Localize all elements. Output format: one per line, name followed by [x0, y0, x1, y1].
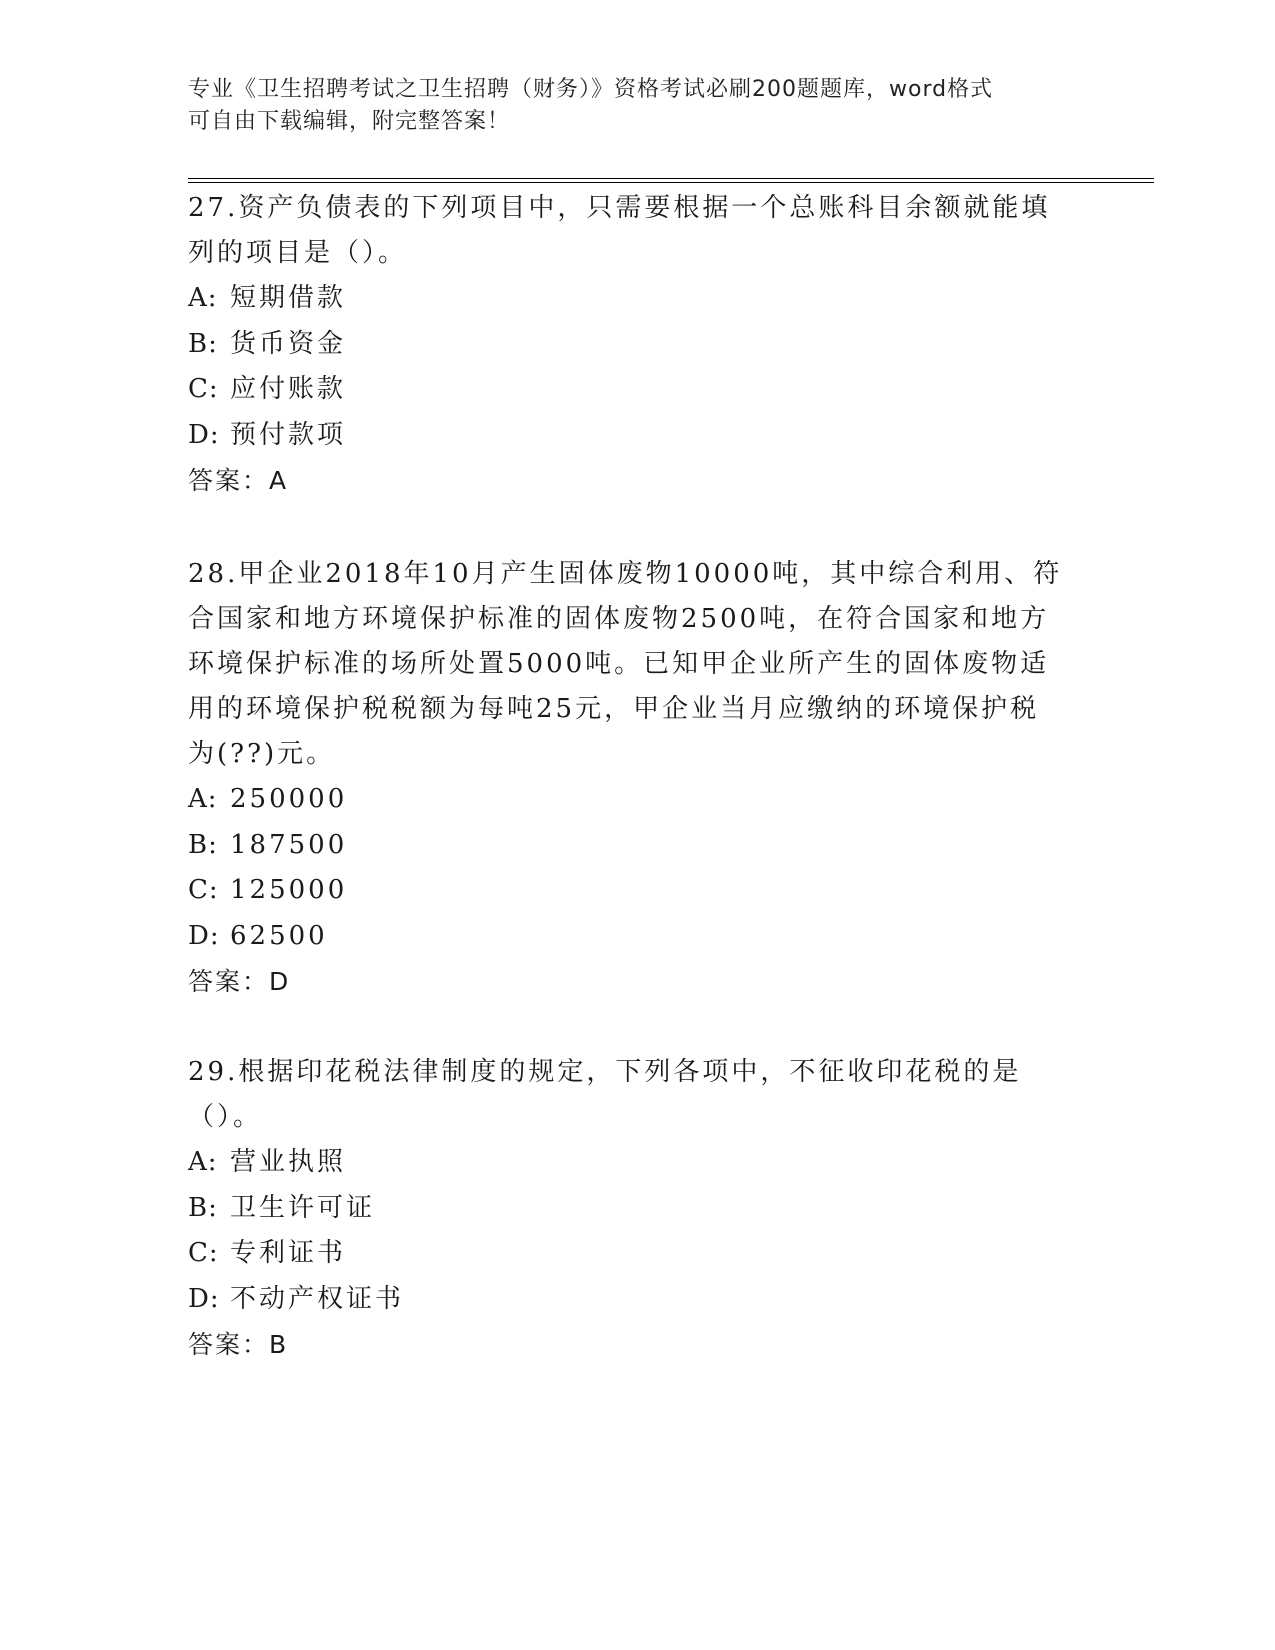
option-label: A:: [188, 1147, 218, 1177]
option-label: B:: [188, 1192, 218, 1223]
option-b: [188, 1186, 1068, 1232]
option-text: 卫生许可证: [230, 1192, 376, 1223]
question-stem: 28.甲企业2018年10月产生固体废物10000吨，其中综合利用、符合国家和地方环境保护标准的固体废物2500吨，在符合国家和地方环境保护标准的场所处置5000吨。已知甲企业所产生的固体废物适用的环境保护税税额为每吨25元，甲企业当月应缴纳的环境保护税为(??)元。: [188, 559, 1063, 769]
option-d: [188, 413, 1068, 459]
option-text: 预付款项: [230, 419, 347, 450]
option-text: 短期借款: [230, 283, 347, 313]
option-b: [188, 823, 1068, 869]
option-c: [188, 367, 1068, 413]
option-text: 250000: [230, 784, 348, 814]
option-b: [188, 322, 1068, 368]
option-label: A:: [188, 784, 218, 814]
header-divider-top: [188, 178, 1154, 179]
option-label: C:: [188, 1238, 219, 1268]
option-label: B:: [188, 829, 218, 860]
question-27: [188, 186, 1068, 503]
option-c: [188, 1231, 1068, 1277]
question-stem: 29.根据印花税法律制度的规定，下列各项中，不征收印花税的是（）。: [188, 1057, 1022, 1132]
option-label: D:: [188, 920, 220, 951]
option-text: 货币资金: [230, 328, 347, 359]
option-text: 应付账款: [230, 374, 347, 404]
option-text: 营业执照: [230, 1147, 347, 1177]
option-d: [188, 1277, 1068, 1323]
option-text: 125000: [230, 875, 348, 905]
option-text: 187500: [230, 829, 348, 860]
option-text: 不动产权证书: [230, 1283, 405, 1314]
question-28: [188, 552, 1068, 1004]
header-line-1: 专业《卫生招聘考试之卫生招聘（财务）》资格考试必刷200题题库，word格式: [188, 77, 994, 102]
option-label: B:: [188, 328, 218, 359]
option-a: [188, 276, 1068, 322]
option-text: 专利证书: [230, 1238, 347, 1268]
option-d: [188, 914, 1068, 960]
answer-line: 答案：D: [188, 967, 291, 996]
answer-line: 答案：A: [188, 466, 289, 495]
option-a: [188, 1140, 1068, 1186]
question-29: [188, 1050, 1068, 1367]
option-a: [188, 777, 1068, 823]
document-header: [188, 74, 1068, 138]
option-label: D:: [188, 419, 220, 450]
question-stem: 27.资产负债表的下列项目中，只需要根据一个总账科目余额就能填列的项目是（）。: [188, 193, 1051, 268]
option-label: C:: [188, 374, 219, 404]
option-label: C:: [188, 875, 219, 905]
option-c: [188, 868, 1068, 914]
option-text: 62500: [230, 920, 328, 951]
answer-line: 答案：B: [188, 1330, 289, 1359]
header-line-2: 可自由下载编辑，附完整答案！: [188, 109, 511, 134]
option-label: D:: [188, 1283, 220, 1314]
header-divider-bottom: [188, 182, 1154, 183]
option-label: A:: [188, 283, 218, 313]
